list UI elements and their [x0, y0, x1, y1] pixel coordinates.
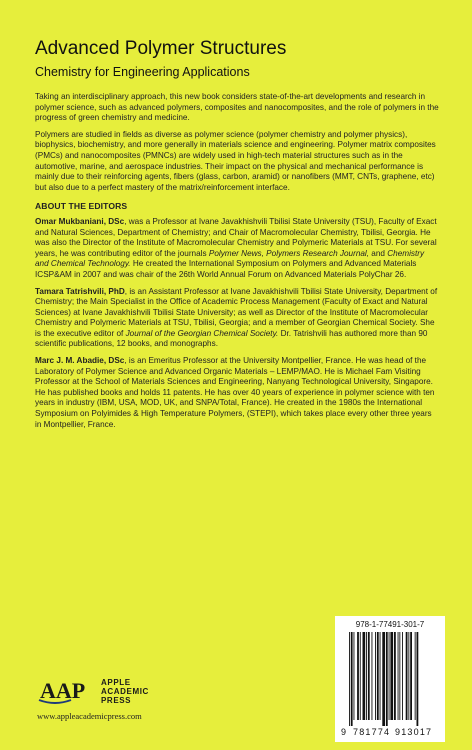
barcode-bars [340, 632, 440, 738]
barcode [335, 616, 445, 742]
barcode-bar [354, 632, 355, 720]
barcode-bar [408, 632, 409, 720]
svg-text:9: 9 [341, 727, 347, 737]
barcode-bar [406, 632, 408, 720]
barcode-bar [399, 632, 400, 720]
barcode-bar [357, 632, 359, 720]
editor-bio: Tamara Tatrishvili, PhD, is an Assistant Professor at Ivane Javakhishvili Tbilisi State University, Department of Chemistry; the Main Specialist in the Office of Academic Process Management (Faculty of Exact and Natural Sciences) at Ivane Javakhishvili Tbilisi State University; as well as Director of the Institute of Macromolecular Chemistry and Polymeric Materials at TSU, Tbilisi, Georgia; and a member of Georgian Chemical Society. She is the executive editor of Journal of the Georgian Chemical Society. Dr. Tatrishvili has authored more than 90 scientific publications, 12 books, and monographs. [35, 286, 438, 349]
barcode-bar [377, 632, 379, 720]
barcode-bar [390, 632, 393, 720]
publisher-name: APPLE ACADEMIC PRESS [101, 678, 149, 705]
book-title: Advanced Polymer Structures [35, 38, 287, 59]
barcode-bar [368, 632, 370, 720]
barcode-bar [351, 632, 353, 726]
barcode-bar [372, 632, 373, 720]
barcode-bar [389, 632, 390, 720]
barcode-bar [360, 632, 361, 720]
logo-letters: AAP [40, 678, 86, 703]
editor-bio: Marc J. M. Abadie, DSc, is an Emeritus Professor at the University Montpellier, France. He was head of the Laboratory of Polymer Science and Advanced Organic Materials – LEMP/MAO. He is Michael Fam Visiting Professor at the School of Materials Sciences and Engineering, Nanyang Technological University, Singapore. He has published books and holds 11 patents. He has over 40 years of experience in polymer science with ten years in industry (IBM, USA, MOD, UK, and SNPA/Total, France). He created in the 1980s the International Symposium on Polyimides & High Temperature Polymers, (STEPI), which takes place every other three years in Montpellier, France. [35, 356, 435, 429]
barcode-bar [380, 632, 381, 720]
book-subtitle: Chemistry for Engineering Applications [35, 65, 250, 79]
barcode-bar [410, 632, 412, 720]
description-paragraph: Polymers are studied in fields as diverse as polymer science (polymer chemistry and polymer physics), biophysics, biochemistry, and more generally in materials science and engineering. Polymer matrix composites (PMCs) and nanocomposites (PMNCs) are widely used in high-tech material structures such as in the automotive, marine, and aerospace industries. Their impact on the physical and mechanical performance is mainly due to their reinforcing agents, fibers (glass, carbon, aramid) or nanofibers (MMT, CNTs, graphene, etc) but also due to a perfect mastery of the matrix/reinforcement interface. [35, 129, 436, 192]
svg-text:913017: 913017 [395, 727, 433, 737]
intro-paragraph: Taking an interdisciplinary approach, this new book considers state-of-the-art developments and research in polymer science, such as advanced polymers, composites and nanocomposites, and the role of polymers in the progress of green chemistry and medicine. [35, 92, 439, 123]
barcode-bar [382, 632, 385, 726]
aap-logo-mark [37, 676, 99, 708]
editor-bio: Omar Mukbaniani, DSc, was a Professor at Ivane Javakhishvili Tbilisi State University (TSU), Faculty of Exact and Natural Sciences, Department of Chemistry; and Chair of Macromolecular Chemistry, Tbilisi, Georgia. He was also the Director of the Institute of Macromolecular Chemistry and Polymeric Materials at TSU. For several years, he was contributing editor of the journals Polymer News, Polymers Research Journal, and Chemistry and Chemical Technology. He created the International Symposium on Polymers and Advanced Materials ICSP&AM in 2007 and was chair of the 26th World Annual Forum on Advanced Materials PolyChar 26. [35, 216, 437, 279]
barcode-bar [349, 632, 350, 726]
barcode-bar [386, 632, 388, 726]
publisher-logo [37, 676, 177, 708]
editor-name: Tamara Tatrishvili, PhD [35, 286, 125, 296]
barcode-bar [366, 632, 367, 720]
editor-name: Omar Mukbaniani, DSc [35, 216, 125, 226]
barcode-bar [363, 632, 366, 720]
publisher-website[interactable]: www.appleacademicpress.com [37, 711, 142, 721]
editor-name: Marc J. M. Abadie, DSc [35, 356, 125, 366]
barcode-bar [375, 632, 376, 720]
about-editors-heading: ABOUT THE EDITORS [35, 201, 128, 212]
isbn-number: 978-1-77491-301-7 [355, 620, 425, 629]
barcode-bar [417, 632, 419, 726]
svg-text:781774: 781774 [353, 727, 391, 737]
barcode-bar [398, 632, 399, 720]
barcode-bar [394, 632, 396, 720]
barcode-bar [415, 632, 416, 720]
body-text [35, 92, 440, 436]
barcode-bar [402, 632, 403, 720]
